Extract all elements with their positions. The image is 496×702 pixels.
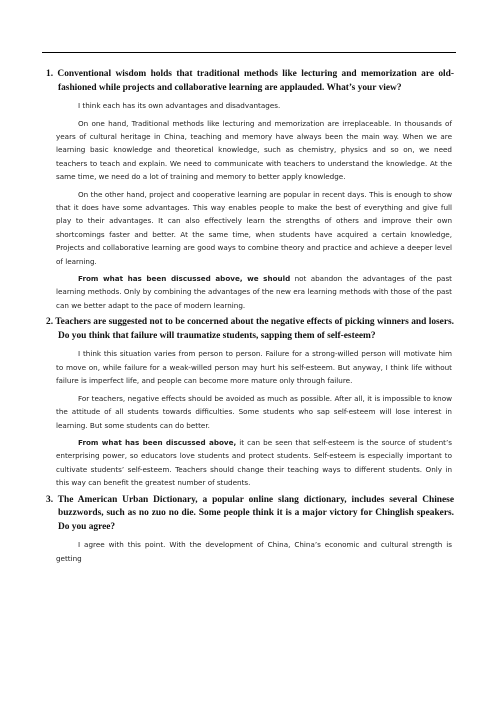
paragraph-text: I agree with this point. With the development of China, China’s economic and cultural strength is getting (56, 540, 452, 563)
answer-1-paragraph (44, 188, 454, 268)
paragraph-text: On one hand, Traditional methods like lecturing and memorization are irreplaceable. In thousands of years of cultural heritage in China, teaching and memory have always been the main way. When we are learning basic knowledge and theoretical knowledge, such as chemistry, physics and so on, we need teachers to teach and explain. We need to communicate with teachers to understand the knowledge. At the same time, we need do a lot of training and memory to better apply knowledge. (56, 118, 452, 182)
paragraph-lead: From what has been discussed above, we should (78, 274, 291, 284)
answer-2-paragraph (44, 347, 454, 387)
paragraph-text: For teachers, negative effects should be avoided as much as possible. After all, it is impossible to know the attitude of all students towards difficulties. Some students who sap self-esteem will lose interest in learning. But some students can do better. (56, 393, 452, 430)
paragraph-lead: From what has been discussed above, (78, 437, 237, 447)
answer-1-conclusion (44, 272, 454, 312)
answer-2-paragraph (44, 392, 454, 432)
paragraph-text: On the other hand, project and cooperative learning are popular in recent days. This is enough to show that it does have some advantages. This way enables people to make the best of everything and give full play to their advantages. It can also effectively learn the strengths of others and improve their own shortcomings faster and better. At the same time, when students have acquired a certain knowledge, Projects and collaborative learning are good ways to combine theory and practice and achieve a deeper level of learning. (56, 189, 452, 266)
answer-3-paragraph (44, 538, 454, 565)
paragraph-text: I think each has its own advantages and disadvantages. (78, 101, 281, 111)
question-2: 2. Teachers are suggested not to be concerned about the negative effects of picking winners and losers. Do you think that failure will traumatize students, sapping them of self-esteem? (46, 317, 454, 341)
essay-body (44, 68, 454, 569)
paragraph-text: I think this situation varies from person to person. Failure for a strong-willed person will motivate him to move on, while failure for a weak-willed person may hurt his self-esteem. But anyway, I think life without failure is imperfect life, and people can become more mature only through failure. (56, 349, 452, 386)
paragraph-text: not abandon the advantages of the past learning methods. Only by combining the advantages of the new era learning methods with those of the past can we better adapt to the pace of modern learning. (56, 274, 453, 310)
answer-2-conclusion (44, 436, 454, 490)
paragraph-text: it can be seen that self-esteem is the source of student’s enterprising power, so educators love students and protect students. Self-esteem is especially important to cultivate students’ self-esteem. Teachers should change their teaching ways to different students. Only in this way can benefit the greatest number of students. (56, 437, 452, 488)
answer-1-paragraph (44, 117, 454, 184)
question-3: 3. The American Urban Dictionary, a popular online slang dictionary, includes several Chinese buzzwords, such as no zuo no die. Some people think it is a major victory for Chinglish speakers. Do you agree? (46, 494, 454, 532)
header-rule (42, 52, 456, 53)
answer-1-paragraph (44, 99, 454, 112)
question-1: 1. Conventional wisdom holds that traditional methods like lecturing and memorization are old-fashioned while projects and collaborative learning are applauded. What’s your view? (46, 69, 454, 93)
